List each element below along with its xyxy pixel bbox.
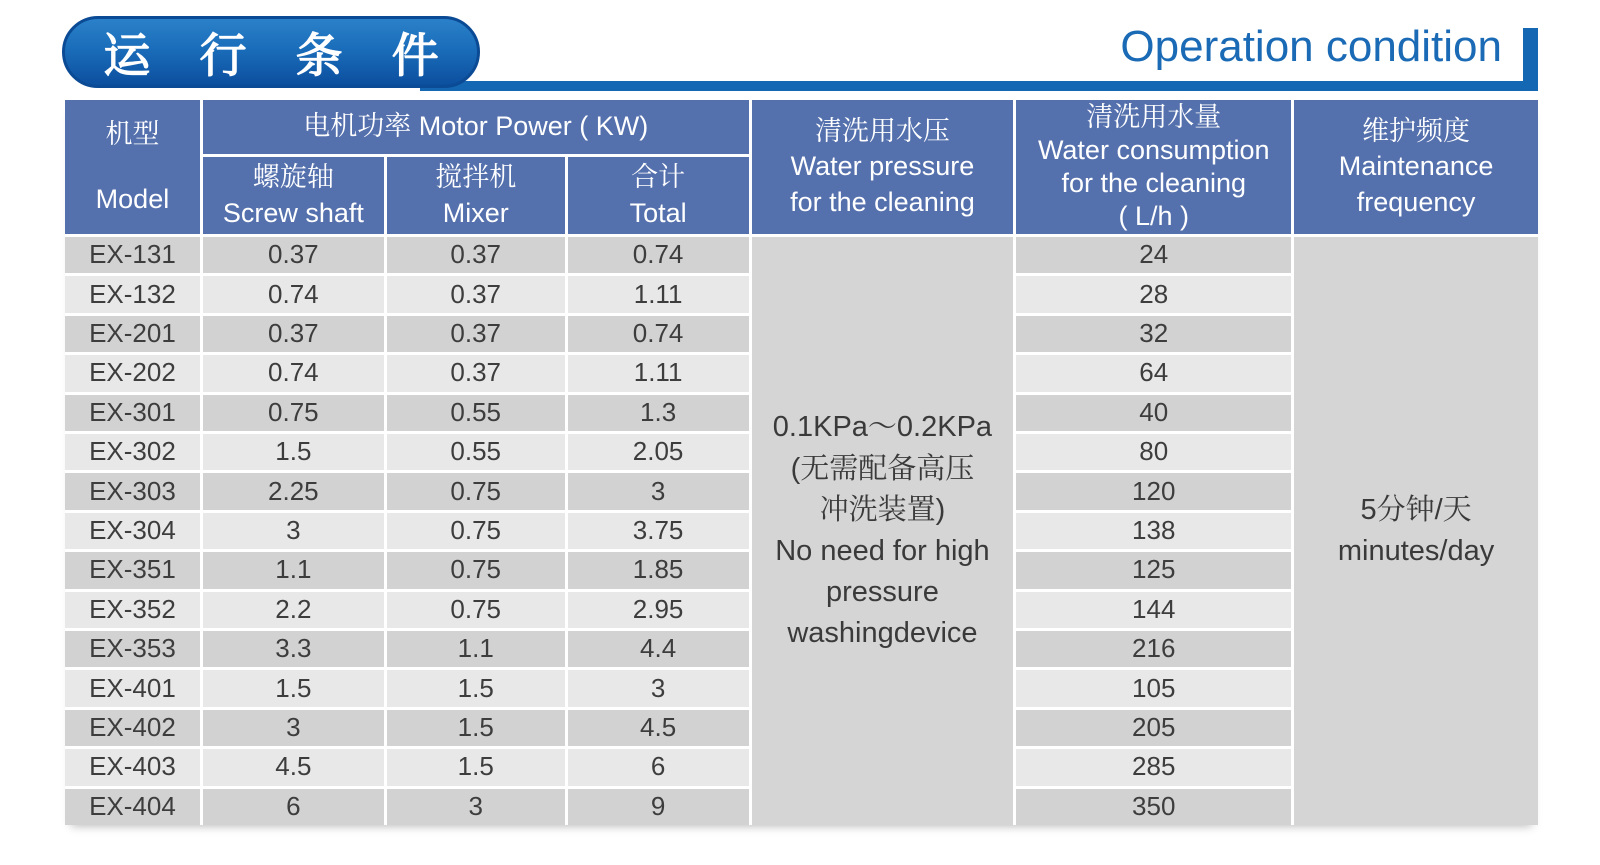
table-cell-mixer: 3 [387,789,565,825]
pressure-value-line: 0.1KPa～0.2KPa [772,411,993,444]
table-cell-total: 2.95 [568,592,749,628]
table-cell-mixer: 0.75 [387,552,565,588]
operation-condition-table [65,100,1538,825]
table-cell-total: 3 [568,670,749,706]
header-water-consumption [1016,100,1291,234]
header-maintenance-en1: Maintenance [1338,151,1494,182]
table-cell-total: 0.74 [568,316,749,352]
pressure-note-en-line3: washingdevice [787,617,978,650]
table-cell-screw: 2.2 [203,592,384,628]
table-cell-model: EX-201 [65,316,200,352]
table-cell-screw: 0.37 [203,237,384,273]
table-cell-total: 1.3 [568,395,749,431]
table-cell-screw: 2.25 [203,473,384,509]
header-water-pressure [752,100,1014,234]
table-cell-water: 80 [1016,434,1291,470]
table-cell-total: 4.4 [568,631,749,667]
table-cell-mixer: 0.75 [387,513,565,549]
table-cell-screw: 0.75 [203,395,384,431]
header-model [65,100,200,234]
table-cell-water: 350 [1016,789,1291,825]
table-cell-model: EX-202 [65,355,200,391]
title-right-bar [1523,28,1538,91]
table-cell-model: EX-401 [65,670,200,706]
table-cell-screw: 0.74 [203,276,384,312]
table-cell-total: 9 [568,789,749,825]
table-cell-mixer: 0.37 [387,237,565,273]
table-cell-water: 125 [1016,552,1291,588]
header-maintenance-frequency [1294,100,1538,234]
table-cell-model: EX-132 [65,276,200,312]
pressure-note-en-line2: pressure [826,576,939,609]
table-cell-mixer: 0.55 [387,395,565,431]
table-cell-screw: 6 [203,789,384,825]
table-cell-water: 205 [1016,710,1291,746]
table-cell-screw: 3.3 [203,631,384,667]
header-screw-en: Screw shaft [222,197,364,228]
header-maintenance-zh: 维护频度 [1362,116,1471,147]
table-cell-screw: 1.5 [203,434,384,470]
header-mixer-zh: 搅拌机 [435,162,517,193]
table-cell-mixer: 0.75 [387,473,565,509]
table-cell-screw: 3 [203,513,384,549]
header-consumption-unit: ( L/h ) [1118,200,1190,231]
table-cell-model: EX-351 [65,552,200,588]
table-cell-total: 3 [568,473,749,509]
header-model-en: Model [95,184,170,214]
maintenance-value-en: minutes/day [1337,535,1495,567]
table-cell-mixer: 0.75 [387,592,565,628]
maintenance-value-zh: 5分钟/天 [1360,493,1472,526]
table-cell-model: EX-302 [65,434,200,470]
table-cell-total: 1.11 [568,355,749,391]
table-cell-model: EX-403 [65,749,200,785]
header-pressure-en2: for the cleaning [790,186,975,217]
table-cell-water: 64 [1016,355,1291,391]
table-cell-total: 1.11 [568,276,749,312]
pressure-note-zh-line1: (无需配备高压 [790,452,975,485]
table-cell-mixer: 1.5 [387,670,565,706]
header-motor-power [203,100,749,154]
table-cell-screw: 3 [203,710,384,746]
table-cell-screw: 4.5 [203,749,384,785]
header-total-zh: 合计 [631,162,686,193]
table-cell-screw: 0.74 [203,355,384,391]
maintenance-merged-cell [1294,237,1538,825]
table-cell-model: EX-402 [65,710,200,746]
pressure-note-zh-line2: 冲洗装置) [819,493,946,526]
table-cell-model: EX-404 [65,789,200,825]
header-total [568,157,749,234]
table-cell-model: EX-304 [65,513,200,549]
table-cell-water: 138 [1016,513,1291,549]
table-cell-total: 6 [568,749,749,785]
header-consumption-zh: 清洗用水量 [1086,102,1222,133]
header-pressure-en1: Water pressure [790,151,975,182]
table-cell-water: 40 [1016,395,1291,431]
table-cell-water: 24 [1016,237,1291,273]
table-cell-total: 1.85 [568,552,749,588]
table-cell-model: EX-301 [65,395,200,431]
table-cell-total: 3.75 [568,513,749,549]
page-title-zh: 运 行 条 件 [103,28,457,82]
header-screw-shaft [203,157,384,234]
table-cell-screw: 1.5 [203,670,384,706]
table-cell-water: 216 [1016,631,1291,667]
header-consumption-en1: Water consumption [1037,135,1270,166]
table-cell-mixer: 1.5 [387,710,565,746]
table-cell-mixer: 1.1 [387,631,565,667]
table-cell-mixer: 0.55 [387,434,565,470]
table-cell-water: 144 [1016,592,1291,628]
page-title-en: Operation condition [1120,22,1502,71]
table-cell-model: EX-353 [65,631,200,667]
table-cell-total: 2.05 [568,434,749,470]
table-cell-water: 105 [1016,670,1291,706]
header-mixer [387,157,565,234]
table-cell-water: 285 [1016,749,1291,785]
table-cell-water: 120 [1016,473,1291,509]
table-cell-model: EX-131 [65,237,200,273]
header-total-en: Total [629,197,687,228]
table-cell-water: 28 [1016,276,1291,312]
water-pressure-merged-cell [752,237,1014,825]
header-pressure-zh: 清洗用水压 [814,116,950,147]
table-cell-total: 0.74 [568,237,749,273]
header-consumption-en2: for the cleaning [1061,168,1247,198]
table-cell-water: 32 [1016,316,1291,352]
header-motor-power-label: 电机功率 Motor Power ( KW) [303,111,649,142]
header-screw-zh: 螺旋轴 [252,162,334,193]
table-cell-mixer: 0.37 [387,316,565,352]
table-cell-screw: 0.37 [203,316,384,352]
table-cell-mixer: 0.37 [387,276,565,312]
table-cell-model: EX-352 [65,592,200,628]
header-model-zh: 机型 [105,118,160,149]
table-cell-total: 4.5 [568,710,749,746]
table-cell-mixer: 1.5 [387,749,565,785]
pressure-note-en-line1: No need for high [775,535,990,567]
table-cell-mixer: 0.37 [387,355,565,391]
table-cell-screw: 1.1 [203,552,384,588]
header-mixer-en: Mixer [442,197,509,228]
table-cell-model: EX-303 [65,473,200,509]
header-maintenance-en2: frequency [1356,186,1476,217]
title-underline [420,81,1538,91]
